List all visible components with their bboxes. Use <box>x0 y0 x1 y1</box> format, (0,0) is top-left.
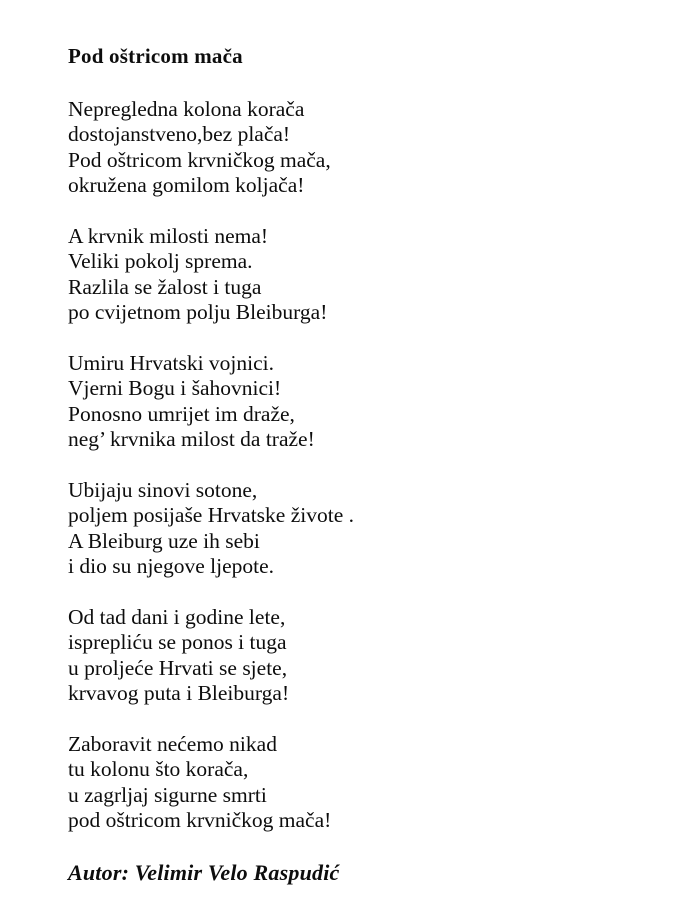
poem-line: Od tad dani i godine lete, <box>68 605 286 630</box>
poem-line: Ponosno umrijet im draže, <box>68 401 295 426</box>
poem-line: po cvijetnom polju Bleiburga! <box>68 300 328 325</box>
poem-line: Razlila se žalost i tuga <box>68 274 262 299</box>
poem-line: krvavog puta i Bleiburga! <box>68 681 290 706</box>
poem-title: Pod oštricom mača <box>68 44 243 68</box>
poem-line: okružena gomilom koljača! <box>68 173 305 198</box>
poem-line: Zaboravit nećemo nikad <box>68 732 277 757</box>
poem-line: poljem posijaše Hrvatske živote . <box>68 503 354 528</box>
poem-line: tu kolonu što korača, <box>68 757 249 782</box>
poem-line: Ubijaju sinovi sotone, <box>68 478 258 503</box>
poem-line: pod oštricom krvničkog mača! <box>68 808 332 833</box>
stanza-6 <box>68 732 660 834</box>
poem-line: Vjerni Bogu i šahovnici! <box>68 376 282 401</box>
poem-line: Umiru Hrvatski vojnici. <box>68 351 275 376</box>
poem-line: A Bleiburg uze ih sebi <box>68 528 260 553</box>
poem-line: neg’ krvnika milost da traže! <box>68 427 315 452</box>
poem-line: Pod oštricom krvničkog mača, <box>68 147 331 172</box>
poem-line: Veliki pokolj sprema. <box>68 249 253 274</box>
poem-line: u proljeće Hrvati se sjete, <box>68 655 288 680</box>
author-line: Autor: Velimir Velo Raspudić <box>68 859 340 885</box>
poem-line: i dio su njegove ljepote. <box>68 554 275 579</box>
poem-line: isprepliću se ponos i tuga <box>68 630 287 655</box>
stanza-5 <box>68 605 660 707</box>
poem-line: dostojanstveno,bez plača! <box>68 122 291 147</box>
stanza-3 <box>68 351 660 453</box>
poem-line: u zagrljaj sigurne smrti <box>68 782 267 807</box>
stanza-1 <box>68 97 660 199</box>
stanza-2 <box>68 224 660 326</box>
stanza-4 <box>68 478 660 580</box>
poem-line: Nepregledna kolona korača <box>68 97 305 121</box>
poem-line: A krvnik milosti nema! <box>68 224 269 249</box>
